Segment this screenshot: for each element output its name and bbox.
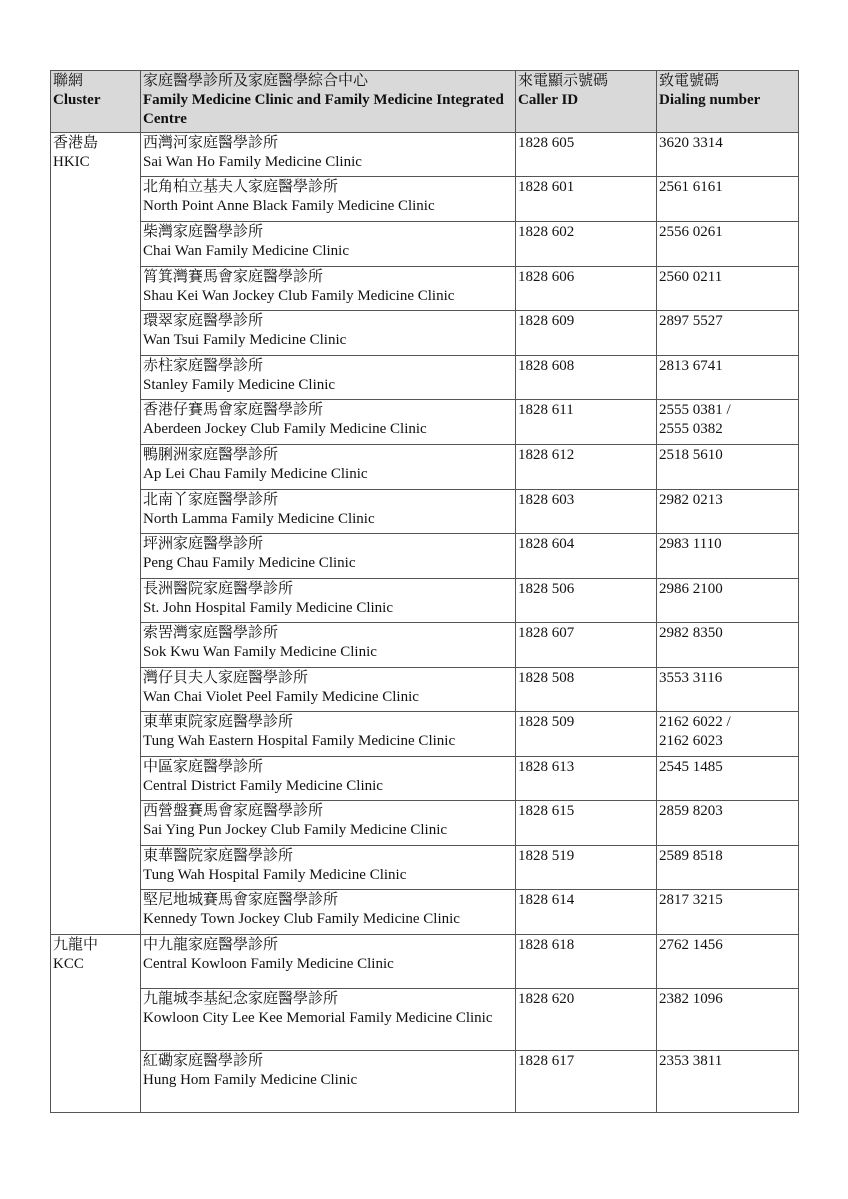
clinic-name-cell: [141, 890, 516, 935]
clinic-name-cell: [141, 668, 516, 712]
cluster-en: HKIC: [53, 154, 90, 170]
table-row: [51, 712, 799, 757]
clinic-name-zh: 赤柱家庭醫學診所: [143, 358, 264, 374]
caller-id-cell: 1828 506: [516, 579, 657, 623]
dialing-number-cell[interactable]: 2560 0211: [657, 267, 799, 311]
header-cluster: [51, 71, 141, 133]
header-clinic: [141, 71, 516, 133]
dialing-number-2: 2162 6023: [659, 733, 723, 749]
header-cluster-zh: 聯網: [53, 73, 84, 89]
caller-id-cell: 1828 613: [516, 757, 657, 801]
dialing-number-cell[interactable]: [657, 712, 799, 757]
clinic-name-zh: 堅尼地城賽馬會家庭醫學診所: [143, 892, 339, 908]
dialing-number-cell[interactable]: 2353 3811: [657, 1051, 799, 1113]
table-row: [51, 846, 799, 890]
table-header: [51, 71, 799, 133]
clinic-name-cell: [141, 712, 516, 757]
table-row: [51, 757, 799, 801]
clinic-name-zh: 鴨脷洲家庭醫學診所: [143, 447, 279, 463]
table-body: [51, 133, 799, 1113]
dialing-number-cell[interactable]: 2556 0261: [657, 222, 799, 267]
cluster-zh: 香港島: [53, 135, 99, 151]
clinic-name-cell: [141, 1051, 516, 1113]
clinic-name-en: Hung Hom Family Medicine Clinic: [143, 1072, 358, 1088]
clinic-name-cell: [141, 356, 516, 400]
clinic-name-zh: 灣仔貝夫人家庭醫學診所: [143, 670, 309, 686]
table-row: [51, 668, 799, 712]
table-row: [51, 490, 799, 534]
clinic-name-cell: [141, 579, 516, 623]
table-row: [51, 623, 799, 668]
header-cluster-en: Cluster: [53, 92, 101, 108]
header-row: [51, 71, 799, 133]
clinic-name-cell: [141, 935, 516, 989]
caller-id-cell: 1828 508: [516, 668, 657, 712]
header-clinic-zh: 家庭醫學診所及家庭醫學綜合中心: [143, 73, 369, 89]
table-row: [51, 534, 799, 579]
clinic-name-en: Ap Lei Chau Family Medicine Clinic: [143, 466, 368, 482]
table-row: [51, 801, 799, 846]
cluster-zh: 九龍中: [53, 937, 99, 953]
clinic-name-cell: [141, 534, 516, 579]
caller-id-cell: 1828 607: [516, 623, 657, 668]
clinic-name-zh: 九龍城李基紀念家庭醫學診所: [143, 991, 339, 1007]
clinic-name-en: Kennedy Town Jockey Club Family Medicine Clinic: [143, 911, 460, 927]
header-dialing-zh: 致電號碼: [659, 73, 720, 89]
clinic-name-zh: 紅磡家庭醫學診所: [143, 1053, 264, 1069]
table-row: [51, 177, 799, 222]
cluster-en: KCC: [53, 956, 84, 972]
caller-id-cell: 1828 611: [516, 400, 657, 445]
caller-id-cell: 1828 620: [516, 989, 657, 1051]
clinic-name-zh: 中九龍家庭醫學診所: [143, 937, 279, 953]
clinic-name-cell: [141, 311, 516, 356]
dialing-number-cell[interactable]: 3620 3314: [657, 133, 799, 177]
dialing-number-cell[interactable]: 2561 6161: [657, 177, 799, 222]
caller-id-cell: 1828 519: [516, 846, 657, 890]
dialing-number-cell[interactable]: 2983 1110: [657, 534, 799, 579]
clinic-name-zh: 中區家庭醫學診所: [143, 759, 264, 775]
dialing-number-cell[interactable]: 3553 3116: [657, 668, 799, 712]
clinic-name-en: Central District Family Medicine Clinic: [143, 778, 383, 794]
dialing-number-cell[interactable]: 2859 8203: [657, 801, 799, 846]
clinic-name-zh: 北角柏立基夫人家庭醫學診所: [143, 179, 339, 195]
header-caller-id: [516, 71, 657, 133]
clinic-name-en: St. John Hospital Family Medicine Clinic: [143, 600, 393, 616]
table-row: [51, 133, 799, 177]
clinic-name-en: Wan Chai Violet Peel Family Medicine Clinic: [143, 689, 419, 705]
caller-id-cell: 1828 614: [516, 890, 657, 935]
dialing-number-cell[interactable]: 2589 8518: [657, 846, 799, 890]
table-row: [51, 267, 799, 311]
clinic-name-cell: [141, 133, 516, 177]
clinic-name-cell: [141, 757, 516, 801]
caller-id-cell: 1828 606: [516, 267, 657, 311]
caller-id-cell: 1828 615: [516, 801, 657, 846]
caller-id-cell: 1828 601: [516, 177, 657, 222]
clinic-name-en: Chai Wan Family Medicine Clinic: [143, 243, 349, 259]
dialing-number-cell[interactable]: 2762 1456: [657, 935, 799, 989]
dialing-number-cell[interactable]: 2545 1485: [657, 757, 799, 801]
clinic-name-cell: [141, 445, 516, 490]
clinic-name-cell: [141, 400, 516, 445]
clinic-name-en: Central Kowloon Family Medicine Clinic: [143, 956, 394, 972]
clinic-name-en: Peng Chau Family Medicine Clinic: [143, 555, 356, 571]
header-clinic-en: Family Medicine Clinic and Family Medicine Integrated Centre: [143, 92, 504, 127]
dialing-number-cell[interactable]: 2817 3215: [657, 890, 799, 935]
clinic-name-zh: 香港仔賽馬會家庭醫學診所: [143, 402, 324, 418]
caller-id-cell: 1828 609: [516, 311, 657, 356]
caller-id-cell: 1828 608: [516, 356, 657, 400]
caller-id-cell: 1828 509: [516, 712, 657, 757]
caller-id-cell: 1828 612: [516, 445, 657, 490]
caller-id-cell: 1828 605: [516, 133, 657, 177]
clinic-name-en: Kowloon City Lee Kee Memorial Family Medicine Clinic: [143, 1010, 493, 1026]
clinic-name-cell: [141, 177, 516, 222]
caller-id-cell: 1828 617: [516, 1051, 657, 1113]
dialing-number-cell[interactable]: 2982 0213: [657, 490, 799, 534]
clinic-name-en: Stanley Family Medicine Clinic: [143, 377, 336, 393]
dialing-number-cell[interactable]: 2986 2100: [657, 579, 799, 623]
clinic-name-zh: 東華醫院家庭醫學診所: [143, 848, 294, 864]
clinic-name-zh: 北南丫家庭醫學診所: [143, 492, 279, 508]
clinic-name-cell: [141, 490, 516, 534]
clinic-name-zh: 筲箕灣賽馬會家庭醫學診所: [143, 269, 324, 285]
table-row: [51, 579, 799, 623]
clinic-name-zh: 長洲醫院家庭醫學診所: [143, 581, 294, 597]
dialing-number-1: 2162 6022 /: [659, 714, 731, 730]
clinic-name-en: Wan Tsui Family Medicine Clinic: [143, 332, 347, 348]
table-row: [51, 356, 799, 400]
dialing-number-cell[interactable]: 2382 1096: [657, 989, 799, 1051]
table-row: [51, 890, 799, 935]
dialing-number-cell[interactable]: 2982 8350: [657, 623, 799, 668]
caller-id-cell: 1828 604: [516, 534, 657, 579]
clinic-name-cell: [141, 846, 516, 890]
caller-id-cell: 1828 618: [516, 935, 657, 989]
clinic-name-en: Tung Wah Eastern Hospital Family Medicine Clinic: [143, 733, 456, 749]
clinic-name-zh: 西灣河家庭醫學診所: [143, 135, 279, 151]
clinic-name-en: Tung Wah Hospital Family Medicine Clinic: [143, 867, 407, 883]
clinic-name-zh: 坪洲家庭醫學診所: [143, 536, 264, 552]
table-row: [51, 989, 799, 1051]
table-row: [51, 400, 799, 445]
caller-id-cell: 1828 603: [516, 490, 657, 534]
clinic-name-cell: [141, 989, 516, 1051]
cluster-cell-kcc: [51, 935, 141, 1113]
clinic-name-zh: 西營盤賽馬會家庭醫學診所: [143, 803, 324, 819]
table-row: [51, 935, 799, 989]
header-dialing: [657, 71, 799, 133]
clinic-name-en: Sai Ying Pun Jockey Club Family Medicine Clinic: [143, 822, 448, 838]
clinic-name-en: North Point Anne Black Family Medicine Clinic: [143, 198, 435, 214]
dialing-number-cell[interactable]: [657, 400, 799, 445]
clinic-name-en: Shau Kei Wan Jockey Club Family Medicine Clinic: [143, 288, 455, 304]
header-dialing-en: Dialing number: [659, 92, 761, 108]
dialing-number-cell[interactable]: 2897 5527: [657, 311, 799, 356]
clinic-name-zh: 柴灣家庭醫學診所: [143, 224, 264, 240]
clinic-table: [50, 70, 799, 1113]
caller-id-cell: 1828 602: [516, 222, 657, 267]
dialing-number-cell[interactable]: 2813 6741: [657, 356, 799, 400]
cluster-cell-hkic: [51, 133, 141, 935]
table-row: [51, 1051, 799, 1113]
clinic-name-zh: 東華東院家庭醫學診所: [143, 714, 294, 730]
dialing-number-2: 2555 0382: [659, 421, 723, 437]
clinic-name-zh: 索罟灣家庭醫學診所: [143, 625, 279, 641]
clinic-name-zh: 環翠家庭醫學診所: [143, 313, 264, 329]
clinic-name-en: Sok Kwu Wan Family Medicine Clinic: [143, 644, 377, 660]
table-row: [51, 311, 799, 356]
clinic-name-en: North Lamma Family Medicine Clinic: [143, 511, 375, 527]
clinic-name-en: Sai Wan Ho Family Medicine Clinic: [143, 154, 362, 170]
clinic-name-cell: [141, 222, 516, 267]
dialing-number-cell[interactable]: 2518 5610: [657, 445, 799, 490]
clinic-name-cell: [141, 267, 516, 311]
header-caller-id-zh: 來電顯示號碼: [518, 73, 609, 89]
table-row: [51, 222, 799, 267]
dialing-number-1: 2555 0381 /: [659, 402, 731, 418]
clinic-name-cell: [141, 623, 516, 668]
table-row: [51, 445, 799, 490]
clinic-name-cell: [141, 801, 516, 846]
header-caller-id-en: Caller ID: [518, 92, 579, 108]
clinic-name-en: Aberdeen Jockey Club Family Medicine Clinic: [143, 421, 427, 437]
